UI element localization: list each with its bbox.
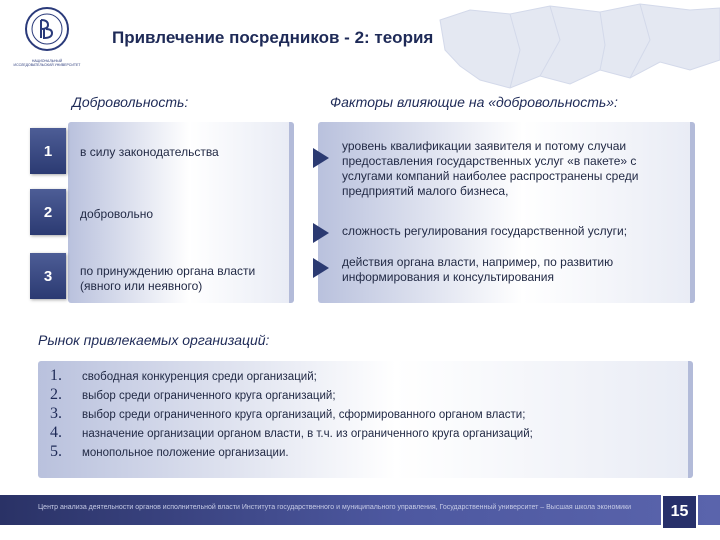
factor-item-3: действия органа власти, например, по развитию информирования и консультирования (342, 255, 614, 284)
list-text: выбор среди ограниченного круга организаций; (82, 390, 336, 402)
voluntary-item-3: по принуждению органа власти (явного или неявного) (80, 264, 256, 293)
factor-item-1: уровень квалификации заявителя и потому случаи предоставления государственных услуг «в пакете» с услугами компаний наиболее распространены среди предприятий малого бизнеса, (342, 139, 639, 198)
list-item (50, 386, 533, 405)
voluntary-number-2: 2 (30, 189, 66, 235)
arrow-icon (313, 223, 329, 243)
factors-heading: Факторы влияющие на «добровольность»: (330, 94, 618, 110)
list-item (50, 443, 533, 462)
page-number: 15 (661, 494, 698, 530)
arrow-icon (313, 258, 329, 278)
voluntary-number-1: 1 (30, 128, 66, 174)
list-number: 5. (50, 443, 62, 460)
voluntary-item-1: в силу законодательства (80, 145, 219, 159)
list-text: выбор среди ограниченного круга организаций, сформированного органом власти; (82, 409, 526, 421)
logo-caption: НАЦИОНАЛЬНЫЙ ИССЛЕДОВАТЕЛЬСКИЙ УНИВЕРСИТЕТ (13, 59, 81, 67)
list-number: 2. (50, 386, 62, 403)
list-item (50, 405, 533, 424)
list-item (50, 367, 533, 386)
arrow-icon (313, 148, 329, 168)
list-item (50, 424, 533, 443)
list-text: монопольное положение организации. (82, 447, 289, 459)
voluntary-heading: Добровольность: (72, 94, 189, 110)
footer-bar (0, 495, 720, 525)
university-logo (12, 6, 82, 68)
market-list (50, 367, 533, 462)
list-text: свободная конкуренция среди организаций; (82, 371, 317, 383)
list-number: 4. (50, 424, 62, 441)
factor-item-2: сложность регулирования государственной услуги; (342, 224, 628, 238)
voluntary-number-3: 3 (30, 253, 66, 299)
voluntary-item-2: добровольно (80, 207, 154, 221)
footer-text: Центр анализа деятельности органов исполнительной власти Института государственного и муниципального управления, Государственный университет – Высшая школа экономики (38, 504, 632, 511)
slide-title: Привлечение посредников - 2: теория (112, 28, 434, 47)
university-seal-icon (24, 6, 70, 52)
list-text: назначение организации органом власти, в т.ч. из ограниченного круга организаций; (82, 428, 533, 440)
market-heading: Рынок привлекаемых организаций: (38, 332, 270, 348)
list-number: 1. (50, 367, 62, 384)
list-number: 3. (50, 405, 62, 422)
